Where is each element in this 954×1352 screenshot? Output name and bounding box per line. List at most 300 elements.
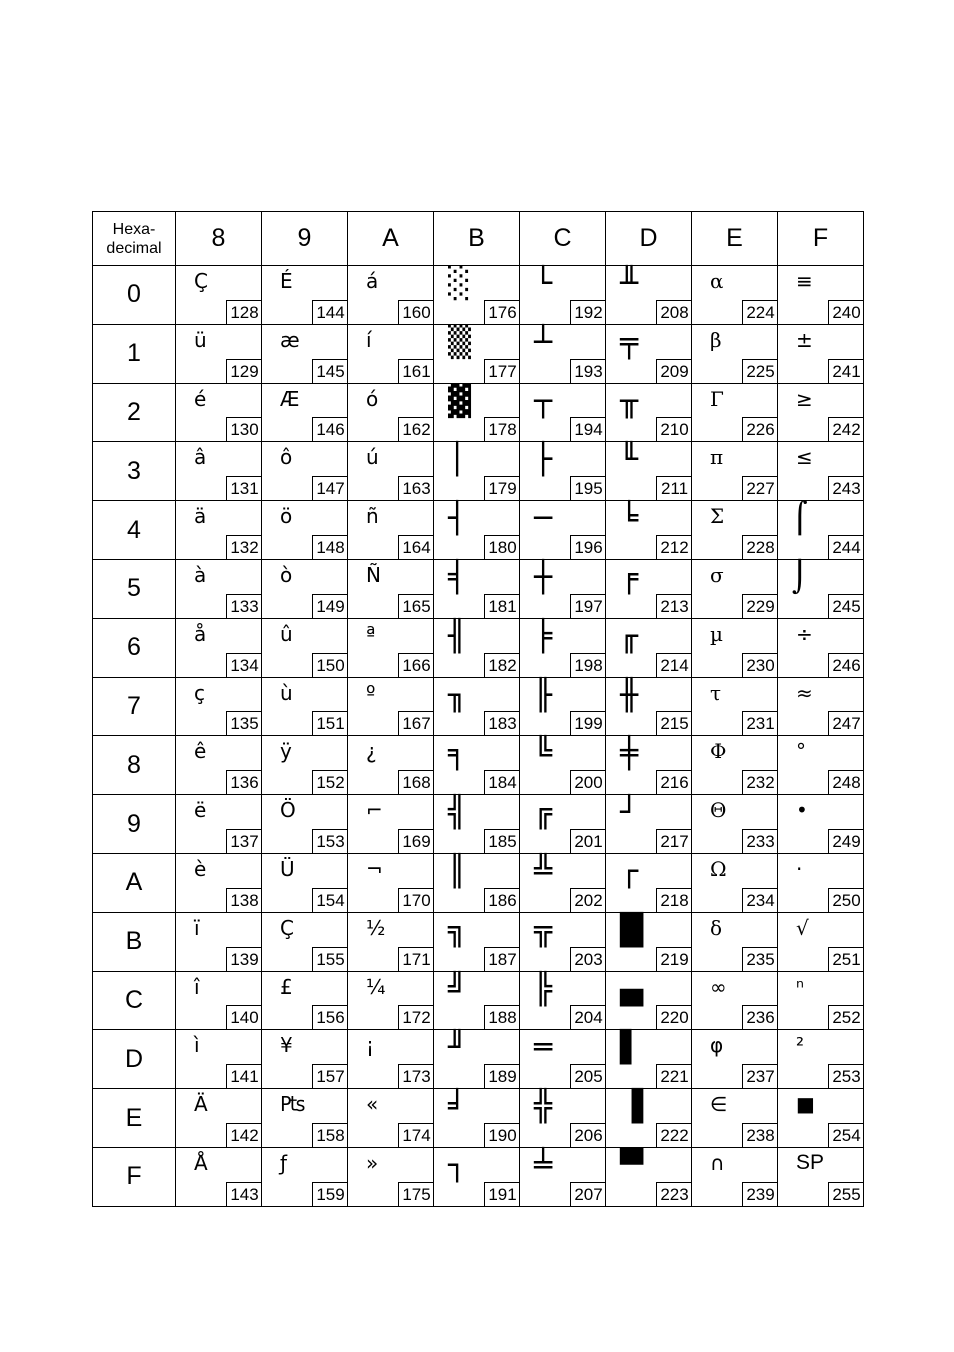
decimal-code: 181 <box>484 594 520 619</box>
code-cell <box>348 853 434 912</box>
decimal-code: 148 <box>312 535 348 560</box>
character-glyph: ▄ <box>620 971 644 1007</box>
decimal-code: 245 <box>828 594 864 619</box>
character-glyph: ┤ <box>448 501 467 537</box>
character-glyph: Æ <box>280 386 300 411</box>
table-row <box>93 324 864 383</box>
character-glyph: ╤ <box>620 324 639 360</box>
code-cell <box>778 383 864 442</box>
decimal-code: 207 <box>570 1182 606 1207</box>
code-cell <box>262 266 348 325</box>
character-glyph: α <box>710 269 724 293</box>
code-cell <box>176 324 262 383</box>
decimal-code: 139 <box>226 947 262 972</box>
decimal-code: 252 <box>828 1005 864 1030</box>
decimal-code: 225 <box>742 359 778 384</box>
code-cell <box>348 1030 434 1089</box>
character-glyph: ╔ <box>534 795 553 831</box>
table-body <box>93 212 864 1207</box>
code-cell <box>176 1147 262 1206</box>
character-glyph: ∞ <box>710 974 727 999</box>
character-glyph: µ <box>710 621 723 646</box>
table-row <box>93 442 864 501</box>
code-cell <box>348 677 434 736</box>
decimal-code: 167 <box>398 711 434 736</box>
table-row <box>93 1147 864 1206</box>
character-glyph: ² <box>796 1033 805 1058</box>
character-glyph: ∩ <box>710 1150 725 1175</box>
decimal-code: 157 <box>312 1064 348 1089</box>
character-glyph: ₧ <box>280 1092 306 1117</box>
character-glyph: ⌡ <box>792 559 808 595</box>
code-cell <box>606 677 692 736</box>
code-cell <box>434 618 520 677</box>
decimal-code: 182 <box>484 653 520 678</box>
decimal-code: 168 <box>398 770 434 795</box>
character-glyph: ë <box>194 798 207 823</box>
character-glyph: ░ <box>448 266 472 301</box>
character-glyph: ╘ <box>620 501 639 537</box>
code-cell <box>520 618 606 677</box>
decimal-code: 222 <box>656 1123 692 1148</box>
code-cell <box>348 795 434 854</box>
character-glyph: ┘ <box>620 795 639 831</box>
code-cell <box>778 501 864 560</box>
character-glyph: Ω <box>710 856 727 881</box>
character-glyph: Ñ <box>366 562 381 587</box>
code-cell <box>692 912 778 971</box>
character-glyph: Ç <box>280 915 294 940</box>
decimal-code: 199 <box>570 711 606 736</box>
code-cell <box>176 618 262 677</box>
decimal-code: 180 <box>484 535 520 560</box>
decimal-code: 160 <box>398 300 434 325</box>
decimal-code: 254 <box>828 1123 864 1148</box>
code-cell <box>606 618 692 677</box>
table-row <box>93 1089 864 1148</box>
code-cell <box>262 501 348 560</box>
table-row <box>93 912 864 971</box>
character-glyph: Å <box>194 1150 208 1175</box>
code-cell <box>176 383 262 442</box>
decimal-code: 141 <box>226 1064 262 1089</box>
code-cell <box>348 559 434 618</box>
character-glyph: æ <box>280 327 300 352</box>
table-row <box>93 677 864 736</box>
row-header: 6 <box>93 618 176 677</box>
code-cell <box>348 324 434 383</box>
code-cell <box>606 1030 692 1089</box>
character-glyph: ╣ <box>448 795 467 831</box>
decimal-code: 175 <box>398 1182 434 1207</box>
decimal-code: 158 <box>312 1123 348 1148</box>
character-glyph: á <box>366 269 379 293</box>
column-header: E <box>692 212 778 266</box>
code-cell <box>606 266 692 325</box>
character-glyph: ò <box>280 562 293 587</box>
code-cell <box>262 442 348 501</box>
decimal-code: 234 <box>742 888 778 913</box>
code-cell <box>606 324 692 383</box>
decimal-code: 150 <box>312 653 348 678</box>
code-cell <box>692 383 778 442</box>
character-glyph: ¥ <box>280 1033 293 1058</box>
code-cell <box>692 559 778 618</box>
decimal-code: 147 <box>312 476 348 501</box>
decimal-code: 241 <box>828 359 864 384</box>
decimal-code: 173 <box>398 1064 434 1089</box>
decimal-code: 214 <box>656 653 692 678</box>
character-glyph: ┐ <box>448 1147 467 1183</box>
character-glyph: ╞ <box>534 618 553 654</box>
character-glyph: â <box>194 445 207 470</box>
row-header: 0 <box>93 266 176 325</box>
character-glyph: ° <box>796 739 806 764</box>
character-glyph: ∈ <box>710 1092 728 1117</box>
table-row <box>93 559 864 618</box>
character-glyph: É <box>280 269 293 293</box>
character-glyph: ú <box>366 445 379 470</box>
code-cell <box>692 853 778 912</box>
character-glyph: ƒ <box>280 1150 288 1175</box>
character-glyph: ─ <box>534 501 553 537</box>
decimal-code: 219 <box>656 947 692 972</box>
decimal-code: 208 <box>656 300 692 325</box>
code-cell <box>348 1089 434 1148</box>
character-glyph: º <box>366 680 376 705</box>
character-glyph: ╢ <box>448 618 467 654</box>
row-header: 7 <box>93 677 176 736</box>
decimal-code: 162 <box>398 417 434 442</box>
character-glyph: ï <box>194 915 200 940</box>
decimal-code: 170 <box>398 888 434 913</box>
decimal-code: 217 <box>656 829 692 854</box>
decimal-code: 178 <box>484 417 520 442</box>
code-cell <box>262 1030 348 1089</box>
code-cell <box>692 266 778 325</box>
character-glyph: ± <box>796 327 813 352</box>
code-cell <box>262 971 348 1030</box>
decimal-code: 132 <box>226 535 262 560</box>
row-header: 8 <box>93 736 176 795</box>
code-cell <box>606 795 692 854</box>
character-glyph: ä <box>194 504 207 529</box>
code-cell <box>520 1147 606 1206</box>
decimal-code: 236 <box>742 1005 778 1030</box>
decimal-code: 174 <box>398 1123 434 1148</box>
code-cell <box>262 677 348 736</box>
decimal-code: 192 <box>570 300 606 325</box>
code-cell <box>778 324 864 383</box>
decimal-code: 145 <box>312 359 348 384</box>
code-cell <box>434 795 520 854</box>
decimal-code: 142 <box>226 1123 262 1148</box>
character-glyph: █ <box>620 912 644 948</box>
code-cell <box>692 971 778 1030</box>
decimal-code: 144 <box>312 300 348 325</box>
decimal-code: 244 <box>828 535 864 560</box>
decimal-code: 138 <box>226 888 262 913</box>
code-cell <box>606 1089 692 1148</box>
decimal-code: 166 <box>398 653 434 678</box>
row-header: C <box>93 971 176 1030</box>
character-glyph: Σ <box>710 504 725 529</box>
code-cell <box>520 971 606 1030</box>
character-glyph: à <box>194 562 207 587</box>
code-cell <box>692 1030 778 1089</box>
character-glyph: » <box>366 1150 379 1175</box>
character-glyph: « <box>366 1092 379 1117</box>
row-header: D <box>93 1030 176 1089</box>
character-glyph: • <box>796 798 808 823</box>
code-cell <box>434 324 520 383</box>
decimal-code: 152 <box>312 770 348 795</box>
character-glyph: ╠ <box>534 971 553 1007</box>
decimal-code: 235 <box>742 947 778 972</box>
code-cell <box>692 324 778 383</box>
column-header: B <box>434 212 520 266</box>
character-glyph: ÿ <box>280 739 292 764</box>
decimal-code: 185 <box>484 829 520 854</box>
decimal-code: 154 <box>312 888 348 913</box>
decimal-code: 195 <box>570 476 606 501</box>
row-header: E <box>93 1089 176 1148</box>
decimal-code: 216 <box>656 770 692 795</box>
code-cell <box>434 853 520 912</box>
column-header: 9 <box>262 212 348 266</box>
code-cell <box>606 971 692 1030</box>
table-row <box>93 795 864 854</box>
character-glyph: Ç <box>194 269 208 293</box>
character-glyph: · <box>796 856 803 881</box>
character-glyph: δ <box>710 915 723 940</box>
code-cell <box>520 736 606 795</box>
code-cell <box>692 442 778 501</box>
decimal-code: 190 <box>484 1123 520 1148</box>
decimal-code: 129 <box>226 359 262 384</box>
row-header: A <box>93 853 176 912</box>
decimal-code: 239 <box>742 1182 778 1207</box>
character-glyph: ⌐ <box>366 798 383 823</box>
code-cell <box>262 1147 348 1206</box>
header-row <box>93 212 864 266</box>
decimal-code: 159 <box>312 1182 348 1207</box>
character-glyph: ╚ <box>534 736 553 772</box>
decimal-code: 165 <box>398 594 434 619</box>
decimal-code: 191 <box>484 1182 520 1207</box>
character-glyph: ½ <box>366 915 386 940</box>
code-cell <box>606 559 692 618</box>
decimal-code: 128 <box>226 300 262 325</box>
code-cell <box>606 383 692 442</box>
decimal-code: 189 <box>484 1064 520 1089</box>
row-header: 3 <box>93 442 176 501</box>
code-cell <box>176 559 262 618</box>
table-row <box>93 736 864 795</box>
code-cell <box>434 383 520 442</box>
decimal-code: 210 <box>656 417 692 442</box>
code-cell <box>262 383 348 442</box>
code-cell <box>434 266 520 325</box>
code-cell <box>262 912 348 971</box>
decimal-code: 242 <box>828 417 864 442</box>
code-cell <box>606 1147 692 1206</box>
decimal-code: 240 <box>828 300 864 325</box>
code-cell <box>262 618 348 677</box>
code-cell <box>778 1030 864 1089</box>
code-cell <box>778 618 864 677</box>
decimal-code: 164 <box>398 535 434 560</box>
code-cell <box>606 501 692 560</box>
decimal-code: 151 <box>312 711 348 736</box>
code-cell <box>692 501 778 560</box>
decimal-code: 215 <box>656 711 692 736</box>
decimal-code: 171 <box>398 947 434 972</box>
code-cell <box>262 795 348 854</box>
code-cell <box>176 912 262 971</box>
row-header: F <box>93 1147 176 1206</box>
column-header: F <box>778 212 864 266</box>
decimal-code: 161 <box>398 359 434 384</box>
code-cell <box>434 442 520 501</box>
character-glyph: ╕ <box>448 736 467 772</box>
code-cell <box>434 1030 520 1089</box>
character-glyph: ó <box>366 386 379 411</box>
decimal-code: 143 <box>226 1182 262 1207</box>
decimal-code: 176 <box>484 300 520 325</box>
character-glyph: ▌ <box>620 1030 644 1066</box>
character-glyph: ù <box>280 680 293 705</box>
character-glyph: ╡ <box>448 559 467 595</box>
code-cell <box>520 559 606 618</box>
code-cell <box>606 736 692 795</box>
character-glyph: ê <box>194 739 207 764</box>
decimal-code: 133 <box>226 594 262 619</box>
table-row <box>93 501 864 560</box>
character-glyph: Ä <box>194 1092 208 1117</box>
decimal-code: 155 <box>312 947 348 972</box>
character-glyph: ª <box>366 621 376 646</box>
character-glyph: é <box>194 386 207 411</box>
character-glyph: ö <box>280 504 293 529</box>
code-cell <box>348 971 434 1030</box>
decimal-code: 227 <box>742 476 778 501</box>
code-cell <box>778 442 864 501</box>
code-cell <box>176 736 262 795</box>
decimal-code: 153 <box>312 829 348 854</box>
code-cell <box>262 559 348 618</box>
table-row <box>93 266 864 325</box>
code-cell <box>176 677 262 736</box>
character-glyph: ╧ <box>534 1147 553 1183</box>
character-glyph: √ <box>796 915 809 940</box>
decimal-code: 209 <box>656 359 692 384</box>
character-glyph: Ö <box>280 798 296 823</box>
code-cell <box>176 1089 262 1148</box>
decimal-code: 130 <box>226 417 262 442</box>
code-cell <box>778 559 864 618</box>
character-glyph: ¡ <box>366 1033 375 1058</box>
character-glyph: SP <box>796 1150 825 1174</box>
character-glyph: ╝ <box>448 971 467 1007</box>
decimal-code: 230 <box>742 653 778 678</box>
decimal-code: 163 <box>398 476 434 501</box>
character-glyph: î <box>194 974 200 999</box>
decimal-code: 193 <box>570 359 606 384</box>
character-glyph: ç <box>194 680 205 705</box>
character-glyph: ≡ <box>796 269 813 293</box>
character-glyph: ╫ <box>620 677 639 713</box>
character-glyph: ┌ <box>620 853 639 889</box>
decimal-code: 218 <box>656 888 692 913</box>
code-cell <box>778 1089 864 1148</box>
decimal-code: 183 <box>484 711 520 736</box>
decimal-code: 140 <box>226 1005 262 1030</box>
code-cell <box>434 912 520 971</box>
code-cell <box>348 912 434 971</box>
code-cell <box>520 383 606 442</box>
table-row <box>93 383 864 442</box>
code-cell <box>348 383 434 442</box>
code-cell <box>606 442 692 501</box>
decimal-code: 249 <box>828 829 864 854</box>
character-glyph: ≥ <box>796 386 813 411</box>
code-cell <box>434 1089 520 1148</box>
character-glyph: ╟ <box>534 677 553 713</box>
column-header: 8 <box>176 212 262 266</box>
decimal-code: 221 <box>656 1064 692 1089</box>
code-cell <box>262 736 348 795</box>
decimal-code: 198 <box>570 653 606 678</box>
code-cell <box>778 795 864 854</box>
character-code-table <box>92 211 864 1207</box>
decimal-code: 248 <box>828 770 864 795</box>
code-cell <box>176 442 262 501</box>
code-cell <box>778 853 864 912</box>
row-header: 5 <box>93 559 176 618</box>
decimal-code: 179 <box>484 476 520 501</box>
decimal-code: 246 <box>828 653 864 678</box>
code-cell <box>520 853 606 912</box>
decimal-code: 238 <box>742 1123 778 1148</box>
code-cell <box>606 912 692 971</box>
decimal-code: 226 <box>742 417 778 442</box>
decimal-code: 131 <box>226 476 262 501</box>
code-cell <box>348 736 434 795</box>
decimal-code: 156 <box>312 1005 348 1030</box>
decimal-code: 202 <box>570 888 606 913</box>
decimal-code: 136 <box>226 770 262 795</box>
character-glyph: Ü <box>280 856 295 881</box>
code-cell <box>262 1089 348 1148</box>
decimal-code: 243 <box>828 476 864 501</box>
code-cell <box>520 795 606 854</box>
code-cell <box>434 1147 520 1206</box>
character-glyph: ╥ <box>620 383 639 419</box>
decimal-code: 135 <box>226 711 262 736</box>
decimal-code: 196 <box>570 535 606 560</box>
character-glyph: ╨ <box>620 266 639 301</box>
code-cell <box>692 677 778 736</box>
code-cell <box>348 1147 434 1206</box>
decimal-code: 231 <box>742 711 778 736</box>
decimal-code: 213 <box>656 594 692 619</box>
character-glyph: ╦ <box>534 912 553 948</box>
code-cell <box>606 853 692 912</box>
character-glyph: └ <box>534 266 553 301</box>
decimal-code: 220 <box>656 1005 692 1030</box>
character-glyph: ¿ <box>366 739 377 764</box>
